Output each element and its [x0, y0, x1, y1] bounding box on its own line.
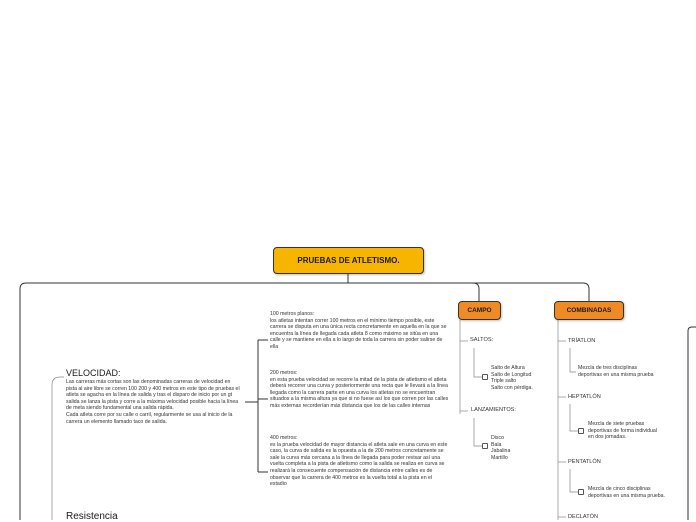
saltos-label[interactable]: SALTOS: — [470, 337, 494, 343]
resistencia-title[interactable]: Resistencia — [66, 511, 118, 522]
lanzamientos-label[interactable]: LANZAMIENTOS: — [471, 407, 516, 413]
combinadas-node[interactable] — [554, 301, 624, 320]
velocidad-item-200m: 200 metros: en esta prueba velocidad se recorre la mitad de la pista de atletismo el atleta deberá recorrer una curva y posteriormente una recta que le llevará a la línea llegada como la carrera parte en una curva los atletas no se encuentran situados a la misma altura ya que si no fuese así los que corren por las calles más externas recorderían más distancia que los de las calles internas — [270, 370, 449, 409]
saltos-checkbox-icon — [482, 374, 488, 380]
pentatlon-checkbox-icon — [578, 489, 584, 495]
velocidad-title[interactable]: VELOCIDAD: — [66, 368, 121, 378]
velocidad-item-100m: 100 metros planos: los atletas intentan correr 100 metros en el mínimo tiempo posible, este carrera se disputa en una única recta concretamente en aquella en la que se encuentra la línea de llegada cada atleta 8 como máximo se sitúa en una calle y se mantiene en ella a lo largo de toda la carrera sin poder salirse de ella — [270, 311, 447, 350]
lanzamientos-items: Disco Bala Jabalina Martillo — [491, 435, 511, 461]
saltos-items: Salto de Altura Salto de Longitud Triple salto Salto con pérdiga. — [491, 365, 533, 391]
combinada-item-description: Mezcla de tres disciplinas deportivas en una misma prueba — [578, 365, 654, 378]
campo-title: CAMPO — [467, 307, 492, 314]
velocidad-description: Las carreras más cortas son las denominadas carreras de velocidad en pista al aire libre se corren 100 200 y 400 metros en este tipo de pruebas el atleta se agacha en la línea de salida y tras el disparo de inicio por un gt salida se lanza la pista y corre a la máxima velocidad posible hacia la línea de meta siendo fundamental una salida rápida. Cada atleta corre por su calle o carril, regularmente se usa al inicio de la carrera un elemento llamado taco de salida. — [66, 379, 240, 425]
combinada-item-name[interactable]: TRÍATLON — [568, 338, 596, 344]
velocidad-item-400m: 400 metros: es la prueba velocidad de mayor distancia el atleta sale en una curva en este caso, la curva de salida es la opuesta a la de 200 metros concretamente se sale la curva más cercana a la línea de llegada para poder revisar así una vuelta completa a la pista de atletismo como la salida se realiza en curva se realizará la consecuente compensación de distancia entre calles es de observar que la carrera de 400 metros es la vuelta total a la pista en el estadio — [270, 435, 448, 488]
campo-node[interactable] — [458, 301, 501, 320]
combinada-item-description: Mezcla de cinco disciplinas deportivas en una misma prueba. — [588, 486, 665, 499]
combinada-item-name[interactable]: PENTATLÓN — [568, 459, 601, 465]
root-title: PRUEBAS DE ATLETISMO. — [297, 256, 400, 265]
lanzamientos-checkbox-icon — [482, 443, 488, 449]
combinadas-title: COMBINADAS — [566, 307, 612, 314]
combinada-item-description: Mezcla de siete pruebas deportivas de forma individual en dos jornadas. — [588, 421, 657, 441]
combinada-item-name[interactable]: DECLATÓN — [568, 514, 599, 520]
root-node[interactable] — [273, 247, 424, 274]
heptatlon-checkbox-icon — [578, 428, 584, 434]
combinada-item-name[interactable]: HEPTATLÓN — [568, 394, 601, 400]
